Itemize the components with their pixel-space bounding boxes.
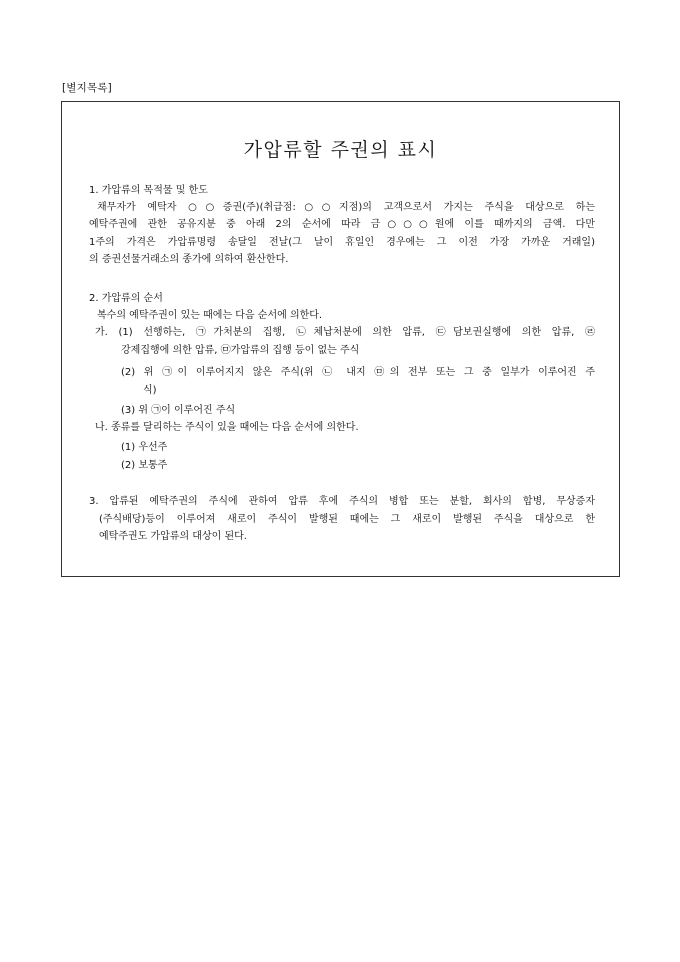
section-2-na-1: (1) 우선주 [121, 442, 168, 453]
section-1-line-2: 예탁주권에 관한 공유지분 중 아래 2의 순서에 따라 금○○○원에 이를 때까지의 금액. 다만 [89, 219, 595, 230]
document-box [61, 101, 620, 577]
section-3-line-3: 예탁주권도 가압류의 대상이 된다. [99, 531, 247, 542]
section-2-ga-3: (3) 위 ㉠이 이루어진 주식 [121, 405, 236, 416]
section-2-ga-2-line-1: (2) 위 ㉠이 이루어지지 않은 주식(위 ㉡ 내지 ㉤의 전부 또는 그 중 일부가 이루어진 주 [121, 367, 595, 378]
section-1-line-4: 의 증권선물거래소의 종가에 의하여 환산한다. [89, 254, 289, 265]
document-title: 가압류할 주권의 표시 [243, 139, 438, 161]
section-2-na: 나. 종류를 달리하는 주식이 있을 때에는 다음 순서에 의한다. [95, 422, 359, 433]
section-3-line-1: 3. 압류된 예탁주권의 주식에 관하여 압류 후에 주식의 병합 또는 분할, 회사의 합병, 무상증자 [89, 496, 595, 507]
section-3-line-2: (주식배당)등이 이루어져 새로이 주식이 발행된 때에는 그 새로이 발행된 주식을 대상으로 한 [99, 514, 595, 525]
section-2-intro: 복수의 예탁주권이 있는 때에는 다음 순서에 의한다. [97, 310, 323, 321]
section-2-ga-2-line-2: 식) [143, 385, 157, 396]
attachment-label: [별지목록] [62, 82, 112, 94]
section-1-line-1: 채무자가 예탁자 ○○증권(주)(취급점:○○지점)의 고객으로서 가지는 주식을 대상으로 하는 [97, 202, 595, 213]
section-1-line-3: 1주의 가격은 가압류명령 송달일 전날(그 날이 휴일인 경우에는 그 이전 가장 가까운 거래일) [89, 237, 595, 248]
section-1-heading: 1. 가압류의 목적물 및 한도 [89, 185, 208, 196]
section-2-heading: 2. 가압류의 순서 [89, 293, 163, 304]
section-2-na-2: (2) 보통주 [121, 460, 168, 471]
section-2-ga-line-1: 가. (1) 선행하는, ㉠가처분의 집행, ㉡체납처분에 의한 압류, ㉢담보권실행에 의한 압류, ㉣ [95, 327, 595, 338]
section-2-ga-line-2: 강제집행에 의한 압류, ㉤가압류의 집행 등이 없는 주식 [121, 345, 360, 356]
